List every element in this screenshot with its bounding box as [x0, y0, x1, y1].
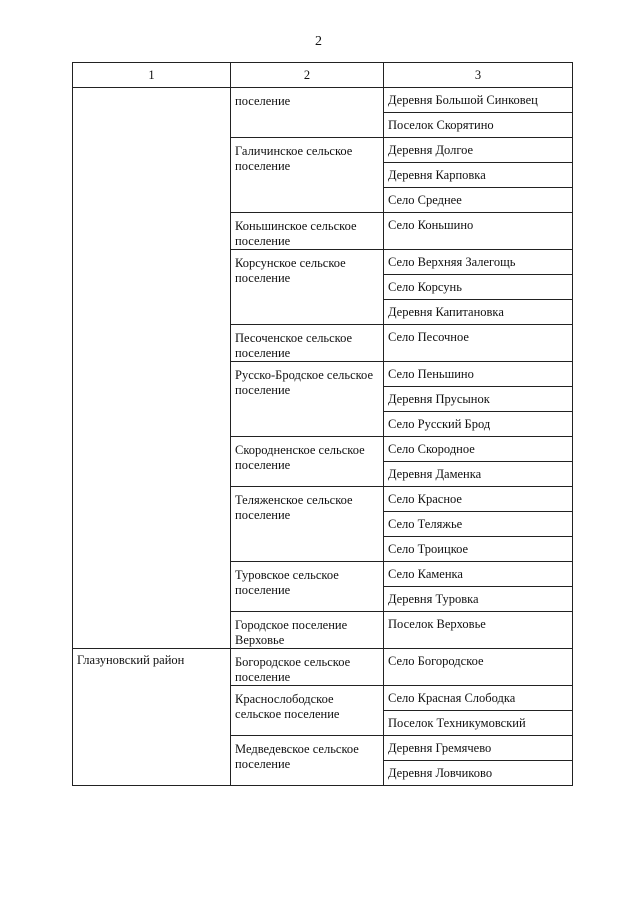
village-cell: Село Каменка — [384, 562, 573, 587]
village-cell: Деревня Капитановка — [384, 300, 573, 325]
village-cell: Село Скородное — [384, 437, 573, 462]
settlement-cell: Богородское сельское поселение — [231, 649, 384, 686]
settlement-cell: Медведевское сельское поселение — [231, 736, 384, 786]
village-cell: Село Пеньшино — [384, 362, 573, 387]
village-cell: Поселок Скорятино — [384, 113, 573, 138]
village-cell: Село Русский Брод — [384, 412, 573, 437]
column-header-1: 1 — [73, 63, 231, 88]
settlement-cell: поселение — [231, 88, 384, 138]
column-header-3: 3 — [384, 63, 573, 88]
village-cell: Деревня Карповка — [384, 163, 573, 188]
settlement-cell: Туровское сельское поселение — [231, 562, 384, 612]
village-cell: Деревня Туровка — [384, 587, 573, 612]
settlement-cell: Корсунское сельское поселение — [231, 250, 384, 325]
village-cell: Деревня Долгое — [384, 138, 573, 163]
settlements-table-container — [72, 62, 573, 786]
village-cell: Деревня Даменка — [384, 462, 573, 487]
settlement-cell: Теляженское сельское поселение — [231, 487, 384, 562]
table-row — [73, 88, 573, 113]
district-cell: Глазуновский район — [73, 649, 231, 786]
settlement-cell: Городское поселение Верховье — [231, 612, 384, 649]
village-cell: Поселок Верховье — [384, 612, 573, 649]
table-body — [73, 88, 573, 786]
village-cell: Село Корсунь — [384, 275, 573, 300]
header-row — [73, 63, 573, 88]
village-cell: Поселок Техникумовский — [384, 711, 573, 736]
village-cell: Село Красное — [384, 487, 573, 512]
column-header-2: 2 — [231, 63, 384, 88]
district-cell — [73, 88, 231, 649]
village-cell: Село Богородское — [384, 649, 573, 686]
settlement-cell: Песоченское сельское поселение — [231, 325, 384, 362]
settlement-cell: Краснослободское сельское поселение — [231, 686, 384, 736]
table-row — [73, 649, 573, 686]
village-cell: Село Песочное — [384, 325, 573, 362]
village-cell: Село Коньшино — [384, 213, 573, 250]
village-cell: Деревня Большой Синковец — [384, 88, 573, 113]
village-cell: Село Среднее — [384, 188, 573, 213]
page-number: 2 — [315, 34, 322, 49]
village-cell: Село Верхняя Залегощь — [384, 250, 573, 275]
settlement-cell: Русско-Бродское сельское поселение — [231, 362, 384, 437]
settlement-cell: Коньшинское сельское поселение — [231, 213, 384, 250]
settlements-table — [72, 62, 573, 786]
settlement-cell: Галичинское сельское поселение — [231, 138, 384, 213]
village-cell: Село Красная Слободка — [384, 686, 573, 711]
village-cell: Деревня Прусынок — [384, 387, 573, 412]
village-cell: Деревня Гремячево — [384, 736, 573, 761]
settlement-cell: Скородненское сельское поселение — [231, 437, 384, 487]
village-cell: Село Троицкое — [384, 537, 573, 562]
village-cell: Село Теляжье — [384, 512, 573, 537]
village-cell: Деревня Ловчиково — [384, 761, 573, 786]
